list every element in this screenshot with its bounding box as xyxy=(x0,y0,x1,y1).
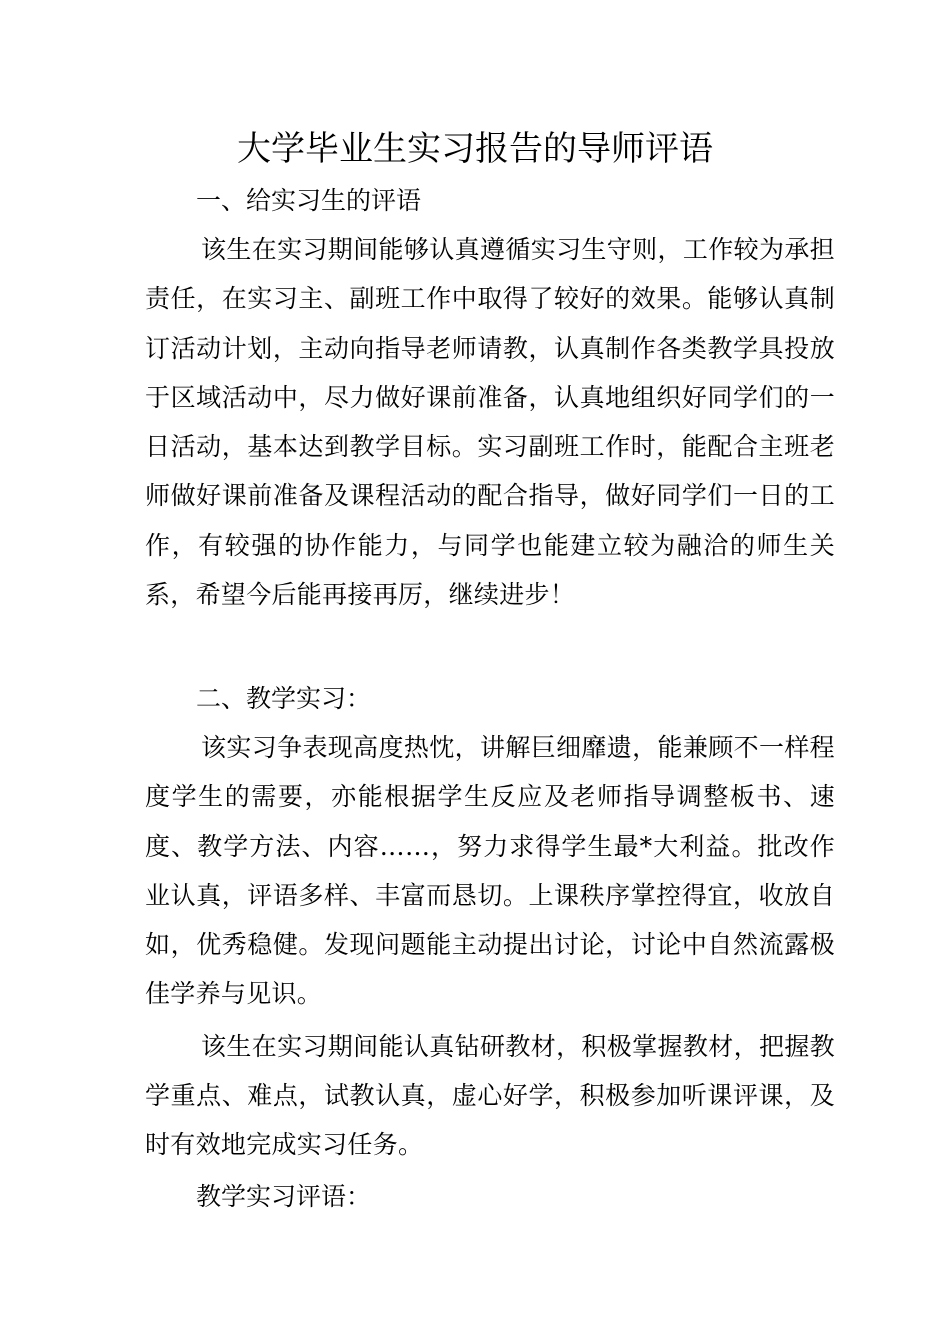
section-heading-intern-comments: 一、给实习生的评语 xyxy=(196,186,422,215)
paragraph-teaching-practice-2: 该生在实习期间能认真钻研教材，积极掌握教材，把握教学重点、难点，试教认真，虚心好学，积极参加听课评课，及时有效地完成实习任务。 xyxy=(145,1032,835,1159)
paragraph-intern-comments: 该生在实习期间能够认真遵循实习生守则，工作较为承担责任，在实习主、副班工作中取得了较好的效果。能够认真制订活动计划，主动向指导老师请教，认真制作各类教学具投放于区域活动中，尽力做好课前准备，认真地组织好同学们的一日活动，基本达到教学目标。实习副班工作时，能配合主班老师做好课前准备及课程活动的配合指导，做好同学们一日的工作，有较强的协作能力，与同学也能建立较为融洽的师生关系，希望今后能再接再厉，继续进步！ xyxy=(145,235,835,610)
paragraph-teaching-practice-1: 该实习争表现高度热忱，讲解巨细靡遗，能兼顾不一样程度学生的需要，亦能根据学生反应及老师指导调整板书、速度、教学方法、内容……，努力求得学生最*大利益。批改作业认真，评语多样、丰富而恳切。上课秩序掌控得宜，收放自如，优秀稳健。发现问题能主动提出讨论，讨论中自然流露极佳学养与见识。 xyxy=(145,733,835,1009)
document-title: 大学毕业生实习报告的导师评语 xyxy=(237,129,713,169)
section-heading-teaching-practice-comments: 教学实习评语： xyxy=(196,1182,372,1211)
section-heading-teaching-practice: 二、教学实习： xyxy=(196,684,372,713)
